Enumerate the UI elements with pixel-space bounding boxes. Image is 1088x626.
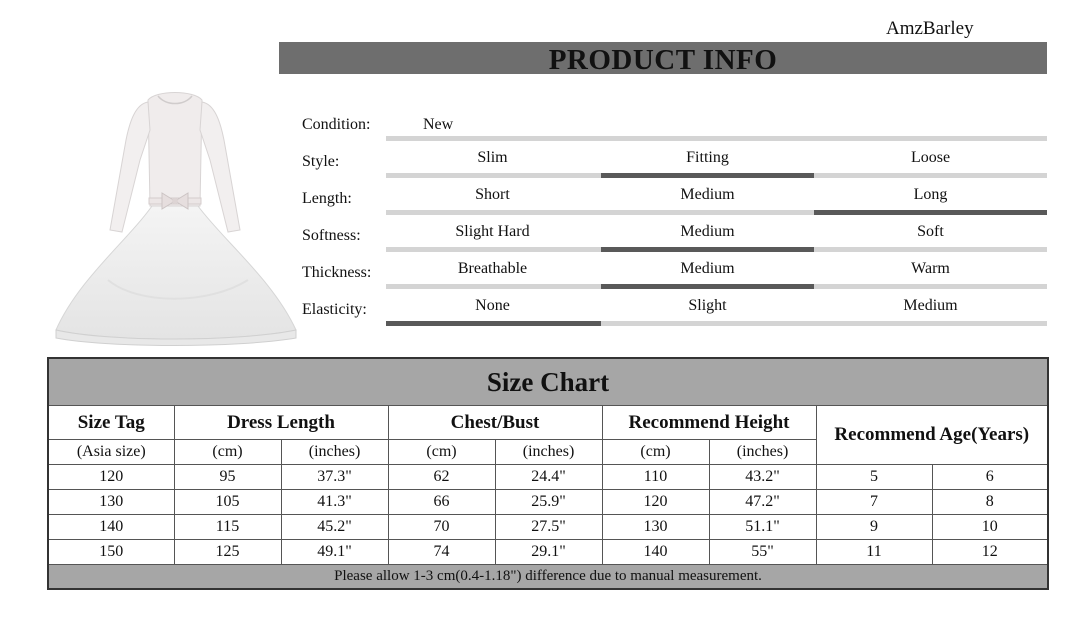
elasticity-label: Elasticity: <box>302 301 367 318</box>
measurement-note: Please allow 1-3 cm(0.4-1.18") difference due to manual measurement. <box>48 565 1048 590</box>
product-info-banner: PRODUCT INFO <box>279 42 1047 74</box>
header-recommend-age: Recommend Age(Years) <box>816 406 1048 465</box>
elasticity-bar-1-selected <box>386 321 601 326</box>
table-row <box>48 490 1048 515</box>
table-cell: 41.3" <box>281 490 388 515</box>
elasticity-bar-3 <box>814 321 1047 326</box>
softness-bar-1 <box>386 247 601 252</box>
table-cell: 8 <box>932 490 1048 515</box>
subheader: (cm) <box>174 440 281 465</box>
softness-option-slight-hard: Slight Hard <box>455 223 530 240</box>
table-cell: 12 <box>932 540 1048 565</box>
table-cell: 7 <box>816 490 932 515</box>
thickness-option-breathable: Breathable <box>457 260 528 277</box>
header-recommend-height: Recommend Height <box>602 406 816 440</box>
elasticity-bar-2 <box>601 321 814 326</box>
elasticity-option-slight: Slight <box>688 297 727 314</box>
subheader: (inches) <box>495 440 602 465</box>
table-cell: 55" <box>709 540 816 565</box>
table-cell: 95 <box>174 465 281 490</box>
thickness-bar-1 <box>386 284 601 289</box>
softness-bar-2-selected <box>601 247 814 252</box>
thickness-label: Thickness: <box>302 264 372 281</box>
length-bar-3-selected <box>814 210 1047 215</box>
table-cell: 150 <box>48 540 174 565</box>
softness-bar-3 <box>814 247 1047 252</box>
softness-option-soft: Soft <box>917 223 944 240</box>
length-label: Length: <box>302 190 352 207</box>
table-cell: 130 <box>48 490 174 515</box>
thickness-option-medium: Medium <box>680 260 735 277</box>
subheader: (inches) <box>281 440 388 465</box>
table-cell: 11 <box>816 540 932 565</box>
table-cell: 70 <box>388 515 495 540</box>
subheader: (inches) <box>709 440 816 465</box>
table-cell: 27.5" <box>495 515 602 540</box>
table-cell: 62 <box>388 465 495 490</box>
thickness-bar-2-selected <box>601 284 814 289</box>
style-label: Style: <box>302 153 340 170</box>
style-bar-2-selected <box>601 173 814 178</box>
condition-value: New <box>423 116 454 133</box>
table-cell: 9 <box>816 515 932 540</box>
brand-name: AmzBarley <box>886 18 974 39</box>
table-cell: 45.2" <box>281 515 388 540</box>
table-cell: 105 <box>174 490 281 515</box>
style-bar-3 <box>814 173 1047 178</box>
table-row <box>48 515 1048 540</box>
subheader: (Asia size) <box>48 440 174 465</box>
style-option-slim: Slim <box>477 149 508 166</box>
length-option-long: Long <box>913 186 948 203</box>
header-chest-bust: Chest/Bust <box>388 406 602 440</box>
table-cell: 120 <box>602 490 709 515</box>
length-bar-1 <box>386 210 601 215</box>
subheader: (cm) <box>602 440 709 465</box>
table-cell: 140 <box>48 515 174 540</box>
table-cell: 51.1" <box>709 515 816 540</box>
length-option-short: Short <box>475 186 510 203</box>
table-cell: 6 <box>932 465 1048 490</box>
table-cell: 25.9" <box>495 490 602 515</box>
table-cell: 115 <box>174 515 281 540</box>
header-dress-length: Dress Length <box>174 406 388 440</box>
table-cell: 66 <box>388 490 495 515</box>
dress-image <box>48 80 302 346</box>
table-cell: 5 <box>816 465 932 490</box>
table-cell: 43.2" <box>709 465 816 490</box>
style-option-fitting: Fitting <box>686 149 729 166</box>
elasticity-option-none: None <box>475 297 510 314</box>
condition-divider <box>386 136 1047 141</box>
size-chart-title: Size Chart <box>48 358 1048 406</box>
table-cell: 110 <box>602 465 709 490</box>
table-cell: 49.1" <box>281 540 388 565</box>
table-cell: 24.4" <box>495 465 602 490</box>
length-bar-2 <box>601 210 814 215</box>
thickness-option-warm: Warm <box>911 260 950 277</box>
table-cell: 10 <box>932 515 1048 540</box>
subheader: (cm) <box>388 440 495 465</box>
table-cell: 37.3" <box>281 465 388 490</box>
header-size-tag: Size Tag <box>48 406 174 440</box>
style-option-loose: Loose <box>910 149 951 166</box>
softness-label: Softness: <box>302 227 361 244</box>
elasticity-option-medium: Medium <box>903 297 958 314</box>
softness-option-medium: Medium <box>680 223 735 240</box>
table-row <box>48 540 1048 565</box>
condition-label: Condition: <box>302 116 371 133</box>
style-bar-1 <box>386 173 601 178</box>
length-option-medium: Medium <box>680 186 735 203</box>
table-cell: 140 <box>602 540 709 565</box>
table-cell: 120 <box>48 465 174 490</box>
size-chart-table <box>47 357 1049 590</box>
table-cell: 29.1" <box>495 540 602 565</box>
table-cell: 125 <box>174 540 281 565</box>
table-cell: 130 <box>602 515 709 540</box>
table-cell: 74 <box>388 540 495 565</box>
thickness-bar-3 <box>814 284 1047 289</box>
table-row <box>48 465 1048 490</box>
table-cell: 47.2" <box>709 490 816 515</box>
